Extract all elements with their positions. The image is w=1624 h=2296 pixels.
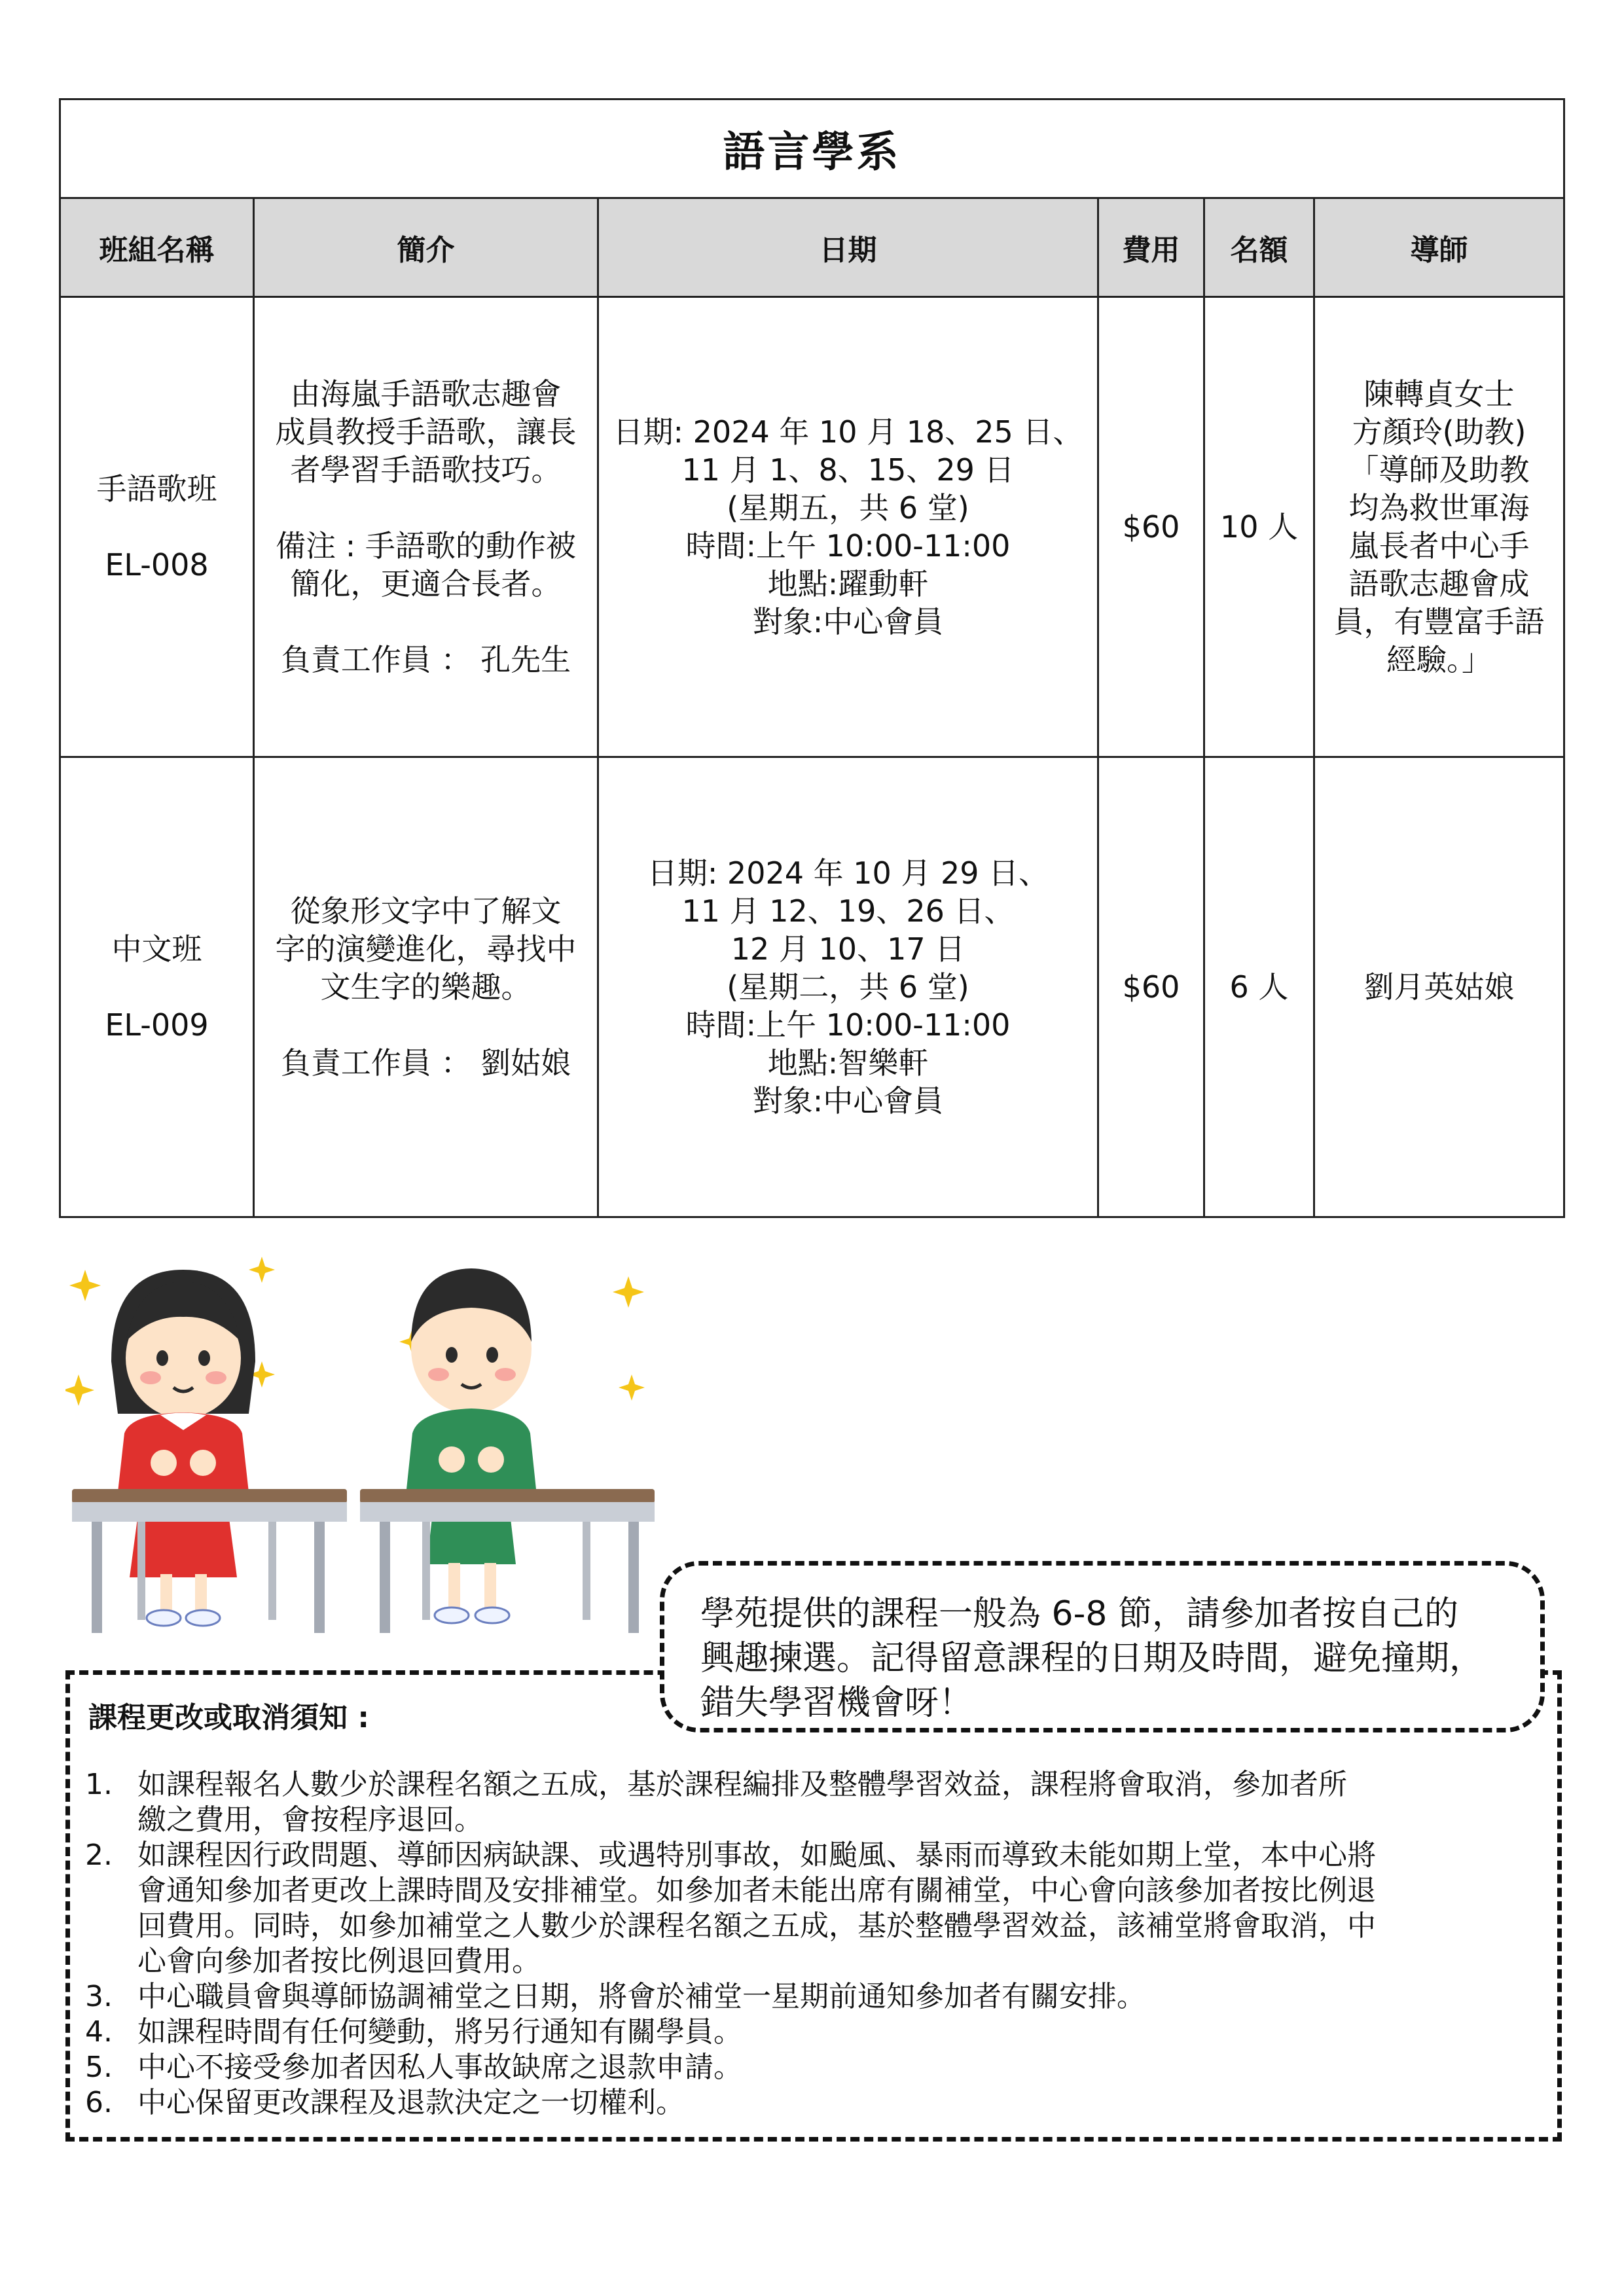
intro-cell <box>254 297 598 757</box>
tutor-line: 嵐長者中心手 <box>1348 528 1530 564</box>
intro-line: 字的演變進化，尋找中 <box>275 931 577 967</box>
table-row <box>60 757 1564 1217</box>
note-line: 簡化，更適合長者。 <box>290 566 562 601</box>
class-code: EL-008 <box>105 547 209 583</box>
notice-item-line: 繳之費用，會按程序退回。 <box>137 1803 483 1837</box>
date-line: 12 月 10、17 日 <box>731 931 965 967</box>
table-title-cell <box>60 99 1564 198</box>
fee-cell: $60 <box>1098 757 1204 1217</box>
intro-line: 從象形文字中了解文 <box>290 893 562 929</box>
tutor-line: 「導師及助教 <box>1348 452 1530 488</box>
class-name: 中文班 <box>111 931 202 967</box>
note-line: 備注 : 手語歌的動作被 <box>276 528 576 564</box>
date-line: 日期: 2024 年 10 月 29 日、 <box>647 855 1049 891</box>
tip-line: 興趣揀選。記得留意課程的日期及時間，避免撞期， <box>700 1639 1484 1678</box>
notice-list <box>85 1767 1538 2121</box>
quota-cell: 6 人 <box>1204 757 1314 1217</box>
target-line: 對象:中心會員 <box>752 604 944 639</box>
tutor-line: 均為救世軍海 <box>1348 490 1530 526</box>
date-cell <box>598 757 1098 1217</box>
date-line: 11 月 1、8、15、29 日 <box>681 452 1015 488</box>
notice-item-number: 2. <box>85 1839 113 1872</box>
notice-item-number: 5. <box>85 2051 113 2084</box>
notice-item-line: 中心保留更改課程及退款決定之一切權利。 <box>137 2086 685 2119</box>
notice-item-line: 回費用。同時，如參加補堂之人數少於課程名額之五成，基於整體學習效益，該補堂將會取消，中 <box>137 1909 1376 1943</box>
venue-line: 地點:躍動軒 <box>767 566 929 601</box>
tip-box <box>660 1561 1545 1732</box>
intro-cell <box>254 757 598 1217</box>
girl-figure <box>111 1270 255 1626</box>
table-row <box>60 297 1564 757</box>
header-intro: 簡介 <box>254 198 598 297</box>
tip-line: 學苑提供的課程一般為 6-8 節，請參加者按自己的 <box>700 1594 1458 1634</box>
intro-line: 由海嵐手語歌志趣會 <box>290 376 562 412</box>
header-date: 日期 <box>598 198 1098 297</box>
sparkle-icon <box>613 1276 644 1308</box>
notice-item-number: 1. <box>85 1768 113 1801</box>
notice-item-line: 如課程因行政問題、導師因病缺課、或遇特別事故，如颱風、暴雨而導致未能如期上堂，本中心將 <box>137 1839 1376 1872</box>
fee-cell: $60 <box>1098 297 1204 757</box>
date-line: 11 月 12、19、26 日、 <box>681 893 1015 929</box>
tutor-cell <box>1314 297 1564 757</box>
notice-item <box>85 2085 1538 2121</box>
notice-item-line: 心會向參加者按比例退回費用。 <box>137 1945 541 1978</box>
sparkle-icon <box>69 1270 101 1301</box>
notice-item <box>85 1767 1538 1838</box>
tutor-line: 經驗。」 <box>1386 642 1492 677</box>
table-header-row <box>60 198 1564 297</box>
class-name-cell <box>60 757 254 1217</box>
header-fee: 費用 <box>1098 198 1204 297</box>
students-illustration <box>65 1244 668 1649</box>
tutor-line: 陳轉貞女士 <box>1363 376 1515 412</box>
tutor-line: 語歌志趣會成 <box>1348 566 1530 601</box>
notice-item <box>85 1979 1538 2015</box>
notice-item-number: 4. <box>85 2015 113 2049</box>
intro-line: 者學習手語歌技巧。 <box>290 452 562 488</box>
notice-item-number: 3. <box>85 1980 113 2013</box>
header-class-name: 班組名稱 <box>60 198 254 297</box>
intro-line: 成員教授手語歌，讓長 <box>275 414 577 450</box>
tutor-line: 劉月英姑娘 <box>1363 969 1515 1005</box>
notice-title: 課程更改或取消須知 : <box>88 1701 369 1734</box>
tutor-line: 員，有豐富手語 <box>1333 604 1545 639</box>
date-line: (星期二，共 6 堂) <box>727 969 969 1005</box>
sparkle-icon <box>249 1257 275 1283</box>
notice-item-line: 如課程報名人數少於課程名額之五成，基於課程編排及整體學習效益，課程將會取消，參加者所 <box>137 1768 1347 1801</box>
table-title: 語言學系 <box>723 128 901 177</box>
date-cell <box>598 297 1098 757</box>
notice-item <box>85 1838 1538 1979</box>
course-table <box>59 98 1565 1218</box>
staff-line: 負責工作員 ： 孔先生 <box>280 642 571 677</box>
time-line: 時間:上午 10:00-11:00 <box>685 1007 1011 1043</box>
notice-item-line: 會通知參加者更改上課時間及安排補堂。如參加者未能出席有關補堂，中心會向該參加者按比例退 <box>137 1874 1376 1907</box>
notice-item <box>85 2015 1538 2050</box>
tip-line: 錯失學習機會呀！ <box>700 1683 973 1723</box>
tutor-cell <box>1314 757 1564 1217</box>
quota-cell: 10 人 <box>1204 297 1314 757</box>
target-line: 對象:中心會員 <box>752 1083 944 1119</box>
notice-item <box>85 2050 1538 2085</box>
sparkle-icon <box>65 1374 94 1406</box>
tutor-line: 方顏玲(助教) <box>1352 414 1526 450</box>
class-code: EL-009 <box>105 1007 209 1043</box>
staff-line: 負責工作員 ： 劉姑娘 <box>280 1045 571 1081</box>
header-quota: 名額 <box>1204 198 1314 297</box>
notice-item-line: 如課程時間有任何變動，將另行通知有關學員。 <box>137 2015 742 2049</box>
venue-line: 地點:智樂軒 <box>767 1045 929 1081</box>
class-name-cell <box>60 297 254 757</box>
sparkle-icon <box>619 1374 645 1401</box>
notice-item-line: 中心職員會與導師協調補堂之日期，將會於補堂一星期前通知參加者有關安排。 <box>137 1980 1146 2013</box>
date-line: 日期: 2024 年 10 月 18、25 日、 <box>613 414 1083 450</box>
notice-item-line: 中心不接受參加者因私人事故缺席之退款申請。 <box>137 2051 742 2084</box>
time-line: 時間:上午 10:00-11:00 <box>685 528 1011 564</box>
date-line: (星期五，共 6 堂) <box>727 490 969 526</box>
class-name: 手語歌班 <box>96 471 217 507</box>
intro-line: 文生字的樂趣。 <box>320 969 532 1005</box>
notice-item-number: 6. <box>85 2086 113 2119</box>
header-tutor: 導師 <box>1314 198 1564 297</box>
